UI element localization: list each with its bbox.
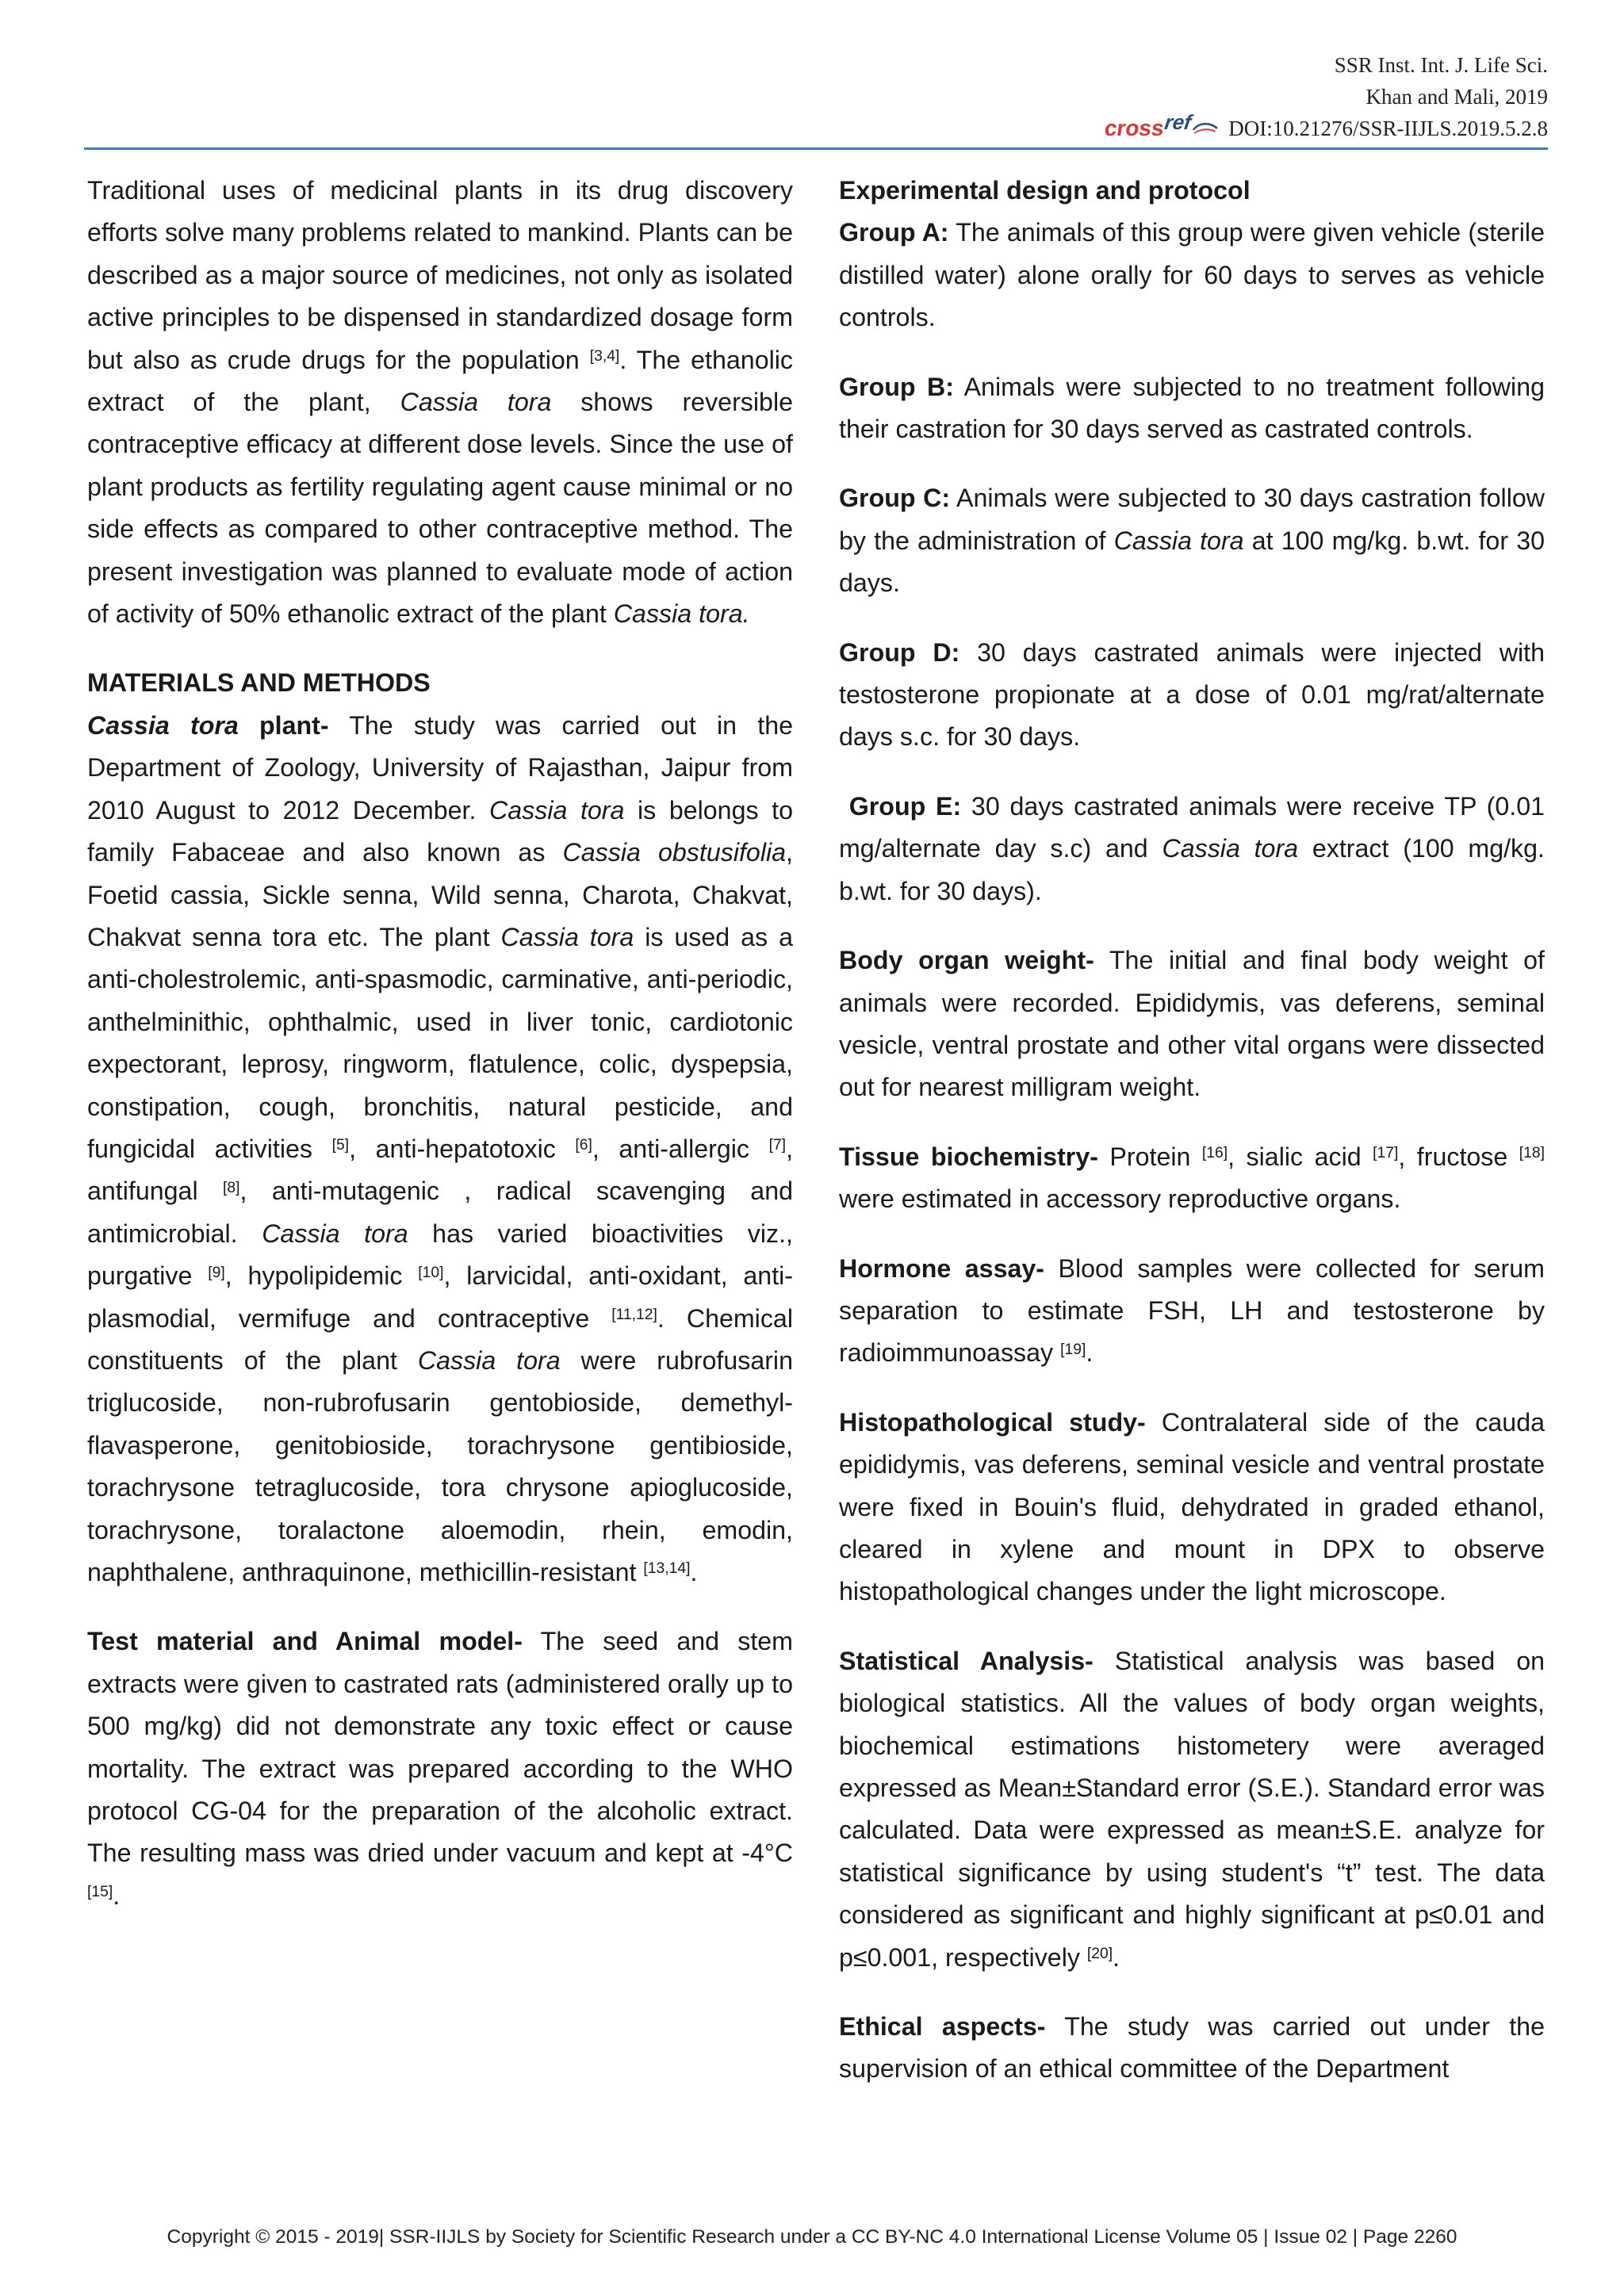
citation: [3,4] xyxy=(589,347,620,365)
left-column xyxy=(87,170,793,1917)
group-e-paragraph: Group E: 30 days castrated animals were receive TP (0.01 mg/alternate day s.c) and Cassia tora extract (100 mg/kg. b.wt. for 30 days). xyxy=(839,791,1545,905)
group-c-paragraph: Group C: Animals were subjected to 30 days castration follow by the administration of Cassia tora at 100 mg/kg. b.wt. for 30 days. xyxy=(839,484,1545,598)
author-year: Khan and Mali, 2019 xyxy=(1365,85,1548,109)
citation: [19] xyxy=(1060,1341,1086,1358)
histo-paragraph: Histopathological study- Contralateral side of the cauda epididymis, vas deferens, seminal vesicle and ventral prostate were fixed in Bouin's fluid, dehydrated in graded ethanol, cleared in xylene and mount in DPX to observe histopathological changes under the light microscope. xyxy=(839,1407,1545,1606)
citation: [16] xyxy=(1201,1145,1228,1162)
citation: [5] xyxy=(331,1137,350,1154)
doi-text: DOI:10.21276/SSR-IIJLS.2019.5.2.8 xyxy=(1228,117,1548,140)
right-column xyxy=(839,170,1545,2091)
citation: [13,14] xyxy=(643,1560,691,1578)
crossref-logo: cross ref xyxy=(1102,113,1221,144)
group-b-paragraph: Group B: Animals were subjected to no treatment following their castration for 30 days served as castrated controls. xyxy=(839,372,1545,444)
test-material-paragraph: Test material and Animal model- The seed and stem extracts were given to castrated rats (administered orally up to 500 mg/kg) did not demonstrate any toxic effect or cause mortality. The extract was prepared according to the WHO protocol CG-04 for the preparation of the alcoholic extract. The resulting mass was dried under vacuum and kept at -4°C [15]. xyxy=(87,1627,793,1910)
page-footer: Copyright © 2015 - 2019| SSR-IIJLS by Society for Scientific Research under a CC BY-NC 4.0 International License Volume 05 | Issue 02 | Page 2260 xyxy=(167,2226,1457,2248)
citation: [9] xyxy=(208,1264,225,1281)
doi-row xyxy=(1103,110,1548,144)
intro-paragraph: Traditional uses of medicinal plants in its drug discovery efforts solve many problems related to mankind. Plants can be described as a major source of medicines, not only as isolated active principles to be dispensed in standardized dosage form but also as crude drugs for the population [3,4]. The ethanolic extract of the plant, Cassia tora shows reversible contraceptive efficacy at different dose levels. Since the use of plant products as fertility regulating agent cause minimal or no side effects as compared to other contraceptive method. The present investigation was planned to evaluate mode of action of activity of 50% ethanolic extract of the plant Cassia tora. xyxy=(87,176,793,629)
citation: [10] xyxy=(418,1264,444,1281)
citation: [8] xyxy=(223,1179,240,1196)
citation: [17] xyxy=(1373,1145,1399,1162)
body-organ-paragraph: Body organ weight- The initial and final body weight of animals were recorded. Epididymis, vas deferens, seminal vesicle, ventral prostate and other vital organs were dissected out for nearest milligram weight. xyxy=(839,946,1545,1102)
page-header xyxy=(1105,49,1548,144)
section-heading-methods: MATERIALS AND METHODS xyxy=(87,668,431,698)
hormone-paragraph: Hormone assay- Blood samples were collected for serum separation to estimate FSH, LH and testosterone by radioimmunoassay [19]. xyxy=(839,1253,1545,1368)
citation: [18] xyxy=(1519,1145,1545,1162)
citation: [15] xyxy=(87,1884,113,1901)
tissue-paragraph: Tissue biochemistry- Protein [16], sialic acid [17], fructose [18] were estimated in accessory reproductive organs. xyxy=(839,1142,1545,1214)
citation: [11,12] xyxy=(611,1306,657,1323)
group-a-paragraph: Group A: The animals of this group were given vehicle (sterile distilled water) alone orally for 60 days to serves as vehicle controls. xyxy=(839,218,1545,332)
citation: [7] xyxy=(768,1137,787,1154)
plant-paragraph: Cassia tora plant- The study was carried out in the Department of Zoology, University of Rajasthan, Jaipur from 2010 August to 2012 December. Cassia tora is belongs to family Fabaceae and also known as Cassia obstusifolia, Foetid cassia, Sickle senna, Wild senna, Charota, Chakvat, Chakvat senna tora etc. The plant Cassia tora is used as a anti-cholestrolemic, anti-spasmodic, carminative, anti-periodic, anthelminithic, ophthalmic, used in liver tonic, cardiotonic expectorant, leprosy, ringworm, flatulence, colic, dyspepsia, constipation, cough, bronchitis, natural pesticide, and fungicidal activities [5], anti-hepatotoxic [6], anti-allergic [7], antifungal [8], anti-mutagenic , radical scavenging and antimicrobial. Cassia tora has varied bioactivities viz., purgative [9], hypolipidemic [10], larvicidal, anti-oxidant, anti-plasmodial, vermifuge and contraceptive [11,12]. Chemical constituents of the plant Cassia tora were rubrofusarin triglucoside, non-rubrofusarin gentobioside, demethyl-flavasperone, genitobioside, torachrysone gentibioside, torachrysone tetraglucoside, tora chrysone apioglucoside, torachrysone, toralactone aloemodin, rhein, emodin, naphthalene, anthraquinone, methicillin-resistant [13,14]. xyxy=(87,710,794,1586)
stats-paragraph: Statistical Analysis- Statistical analysis was based on biological statistics. All the values of body organ weights, biochemical estimations histometery were averaged expressed as Mean±Standard error (S.E.). Standard error was calculated. Data were expressed as mean±S.E. analyze for statistical significance by using student's “t” test. The data considered as significant and highly significant at p≤0.01 and p≤0.001, respectively [20]. xyxy=(839,1646,1545,1972)
citation: [6] xyxy=(575,1137,592,1154)
header-rule xyxy=(84,147,1548,150)
citation: [20] xyxy=(1086,1945,1113,1962)
ethical-paragraph: Ethical aspects- The study was carried out under the supervision of an ethical committee of the Department xyxy=(839,2012,1545,2084)
group-d-paragraph: Group D: 30 days castrated animals were injected with testosterone propionate at a dose of 0.01 mg/rat/alternate days s.c. for 30 days. xyxy=(839,637,1545,752)
journal-name: SSR Inst. Int. J. Life Sci. xyxy=(1334,53,1548,77)
section-heading-design: Experimental design and protocol xyxy=(839,176,1251,205)
